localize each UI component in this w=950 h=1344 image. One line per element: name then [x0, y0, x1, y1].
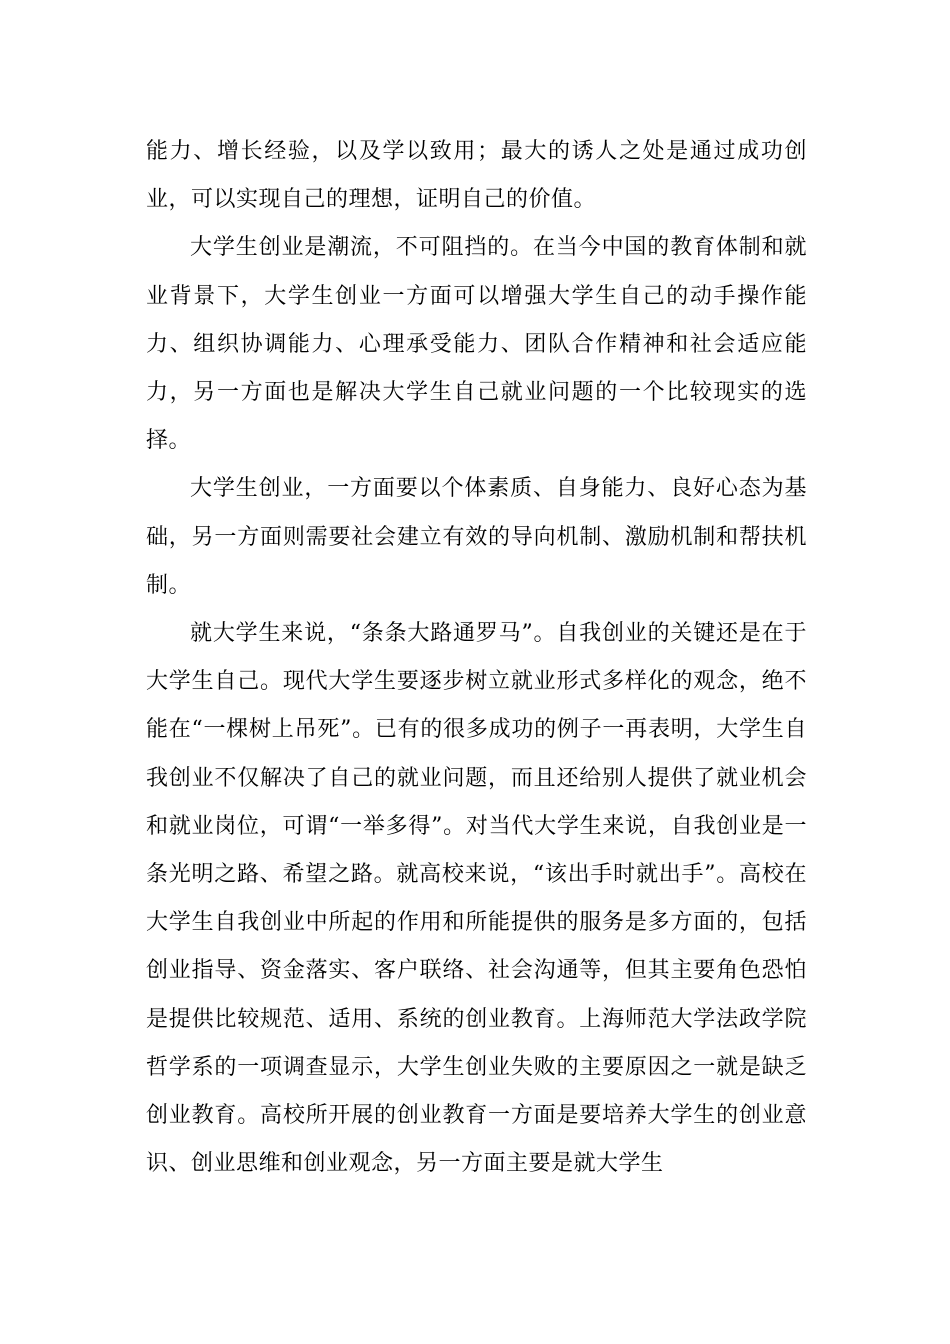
- document-body: [146, 128, 807, 1188]
- paragraph-1: 能力、增长经验，以及学以致用；最大的诱人之处是通过成功创业，可以实现自己的理想，证明自己的价值。: [146, 139, 807, 213]
- paragraph-4: 就大学生来说，“条条大路通罗马”。自我创业的关键还是在于大学生自己。现代大学生要逐步树立就业形式多样化的观念，绝不能在“一棵树上吊死”。已有的很多成功的例子一再表明，大学生自我创业不仅解决了自己的就业问题，而且还给别人提供了就业机会和就业岗位，可谓“一举多得”。对当代大学生来说，自我创业是一条光明之路、希望之路。就高校来说，“该出手时就出手”。高校在大学生自我创业中所起的作用和所能提供的服务是多方面的，包括创业指导、资金落实、客户联络、社会沟通等，但其主要角色恐怕是提供比较规范、适用、系统的创业教育。上海师范大学法政学院哲学系的一项调查显示，大学生创业失败的主要原因之一就是缺乏创业教育。高校所开展的创业教育一方面是要培养大学生的创业意识、创业思维和创业观念，另一方面主要是就大学生: [146, 621, 807, 1177]
- paragraph-3: 大学生创业，一方面要以个体素质、自身能力、良好心态为基础，另一方面则需要社会建立有效的导向机制、激励机制和帮扶机制。: [146, 476, 807, 598]
- paragraph-2: 大学生创业是潮流，不可阻挡的。在当今中国的教育体制和就业背景下，大学生创业一方面可以增强大学生自己的动手操作能力、组织协调能力、心理承受能力、团队合作精神和社会适应能力，另一方面也是解决大学生自己就业问题的一个比较现实的选择。: [146, 235, 807, 454]
